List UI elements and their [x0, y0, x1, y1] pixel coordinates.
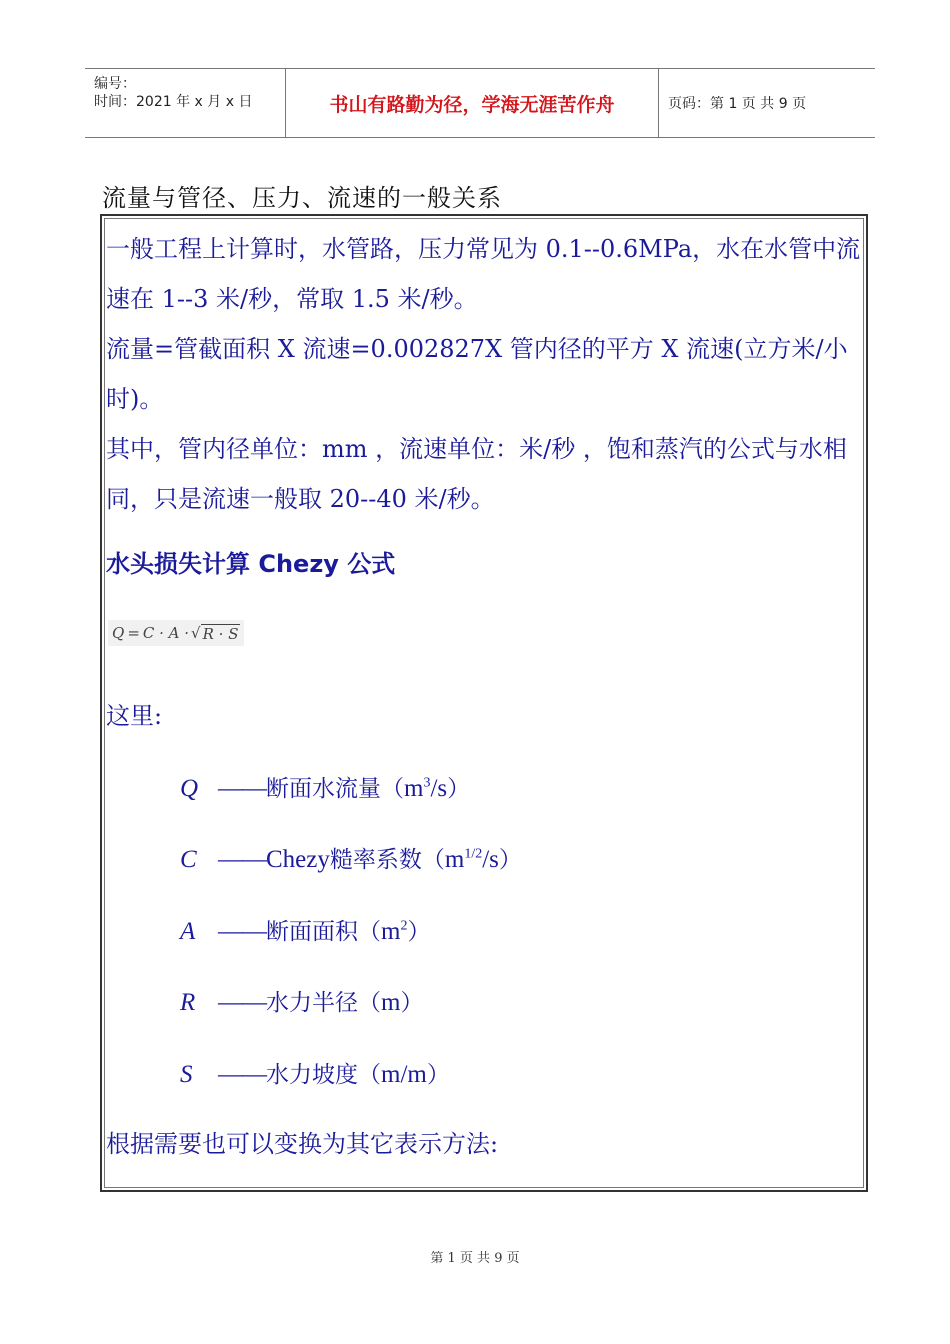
formula-lhs: Q [112, 624, 125, 642]
definition-desc-latin: Chezy [266, 846, 330, 873]
definition-r [180, 984, 423, 1017]
definition-unit-sup: 3 [423, 775, 431, 791]
page-footer: 第 1 页 共 9 页 [430, 1251, 520, 1266]
definition-dash: —— [218, 989, 266, 1016]
definition-unit-rest: /s [430, 775, 448, 802]
document-title: 流量与管径、压力、流速的一般关系 [102, 184, 502, 212]
header-table [85, 68, 875, 138]
chezy-formula-image [108, 620, 244, 646]
definition-desc: 水力坡度（ [266, 1062, 381, 1088]
formula-sqrt-sign: √ [191, 624, 201, 642]
definition-close: ） [447, 776, 471, 802]
definition-dash: —— [218, 918, 266, 945]
definition-desc: 糙率系数（ [329, 847, 445, 873]
definition-close: ） [400, 990, 424, 1016]
definition-desc: 断面面积（ [266, 919, 381, 945]
definition-unit: m [381, 989, 401, 1016]
definition-symbol: C [180, 846, 197, 873]
closing-sentence: 根据需要也可以变换为其它表示方法: [106, 1130, 499, 1158]
definition-dash: —— [218, 846, 266, 873]
definition-desc: 断面水流量（ [266, 776, 404, 802]
definition-dash: —— [218, 775, 266, 802]
paragraph-flow-formula: 流量=管截面积 X 流速=0.002827X 管内径的平方 X 流速(立方米/小时)。 [106, 335, 848, 413]
definition-unit-sup: 2 [400, 918, 408, 934]
definition-a [180, 913, 430, 946]
number-label: 编号： [94, 76, 136, 92]
time-label: 时间：2021 年 x 月 x 日 [94, 94, 253, 110]
definition-symbol: S [180, 1061, 193, 1088]
definition-c [180, 841, 522, 874]
definition-symbol: R [180, 989, 196, 1016]
formula-eq: = [127, 624, 140, 642]
page-code: 页码：第 1 页 共 9 页 [668, 96, 807, 112]
definition-unit-rest: /s [482, 846, 499, 873]
definition-symbol: Q [180, 775, 199, 802]
definition-symbol: A [180, 918, 196, 945]
definition-unit: m [404, 775, 424, 802]
definition-unit: m/m [381, 1061, 427, 1088]
definition-dash: —— [218, 1061, 266, 1088]
paragraph-units: 其中，管内径单位：mm ，流速单位：米/秒 ，饱和蒸汽的公式与水相同，只是流速一般取 20--40 米/秒。 [106, 435, 847, 513]
definition-s [180, 1056, 450, 1089]
definition-q [180, 770, 470, 803]
paragraph-pressure-velocity: 一般工程上计算时，水管路，压力常见为 0.1--0.6MPa，水在水管中流速在 1--3 米/秒，常取 1.5 米/秒。 [106, 235, 861, 313]
definition-close: ） [407, 919, 431, 945]
content-box [100, 214, 868, 1192]
definition-desc: 水力半径（ [266, 990, 381, 1016]
formula-rhs: C · A · [142, 624, 190, 642]
motto: 书山有路勤为径，学海无涯苦作舟 [285, 69, 659, 137]
header-left-cell [85, 69, 285, 137]
formula-radicand: R · S [202, 624, 239, 643]
chezy-heading: 水头损失计算 Chezy 公式 [106, 550, 396, 578]
definition-unit: m [381, 918, 401, 945]
definition-unit-sup: 1/2 [464, 846, 483, 862]
definition-close: ） [498, 847, 522, 873]
here-label: 这里: [106, 702, 163, 730]
definition-close: ） [426, 1062, 450, 1088]
definition-unit: m [444, 846, 465, 873]
